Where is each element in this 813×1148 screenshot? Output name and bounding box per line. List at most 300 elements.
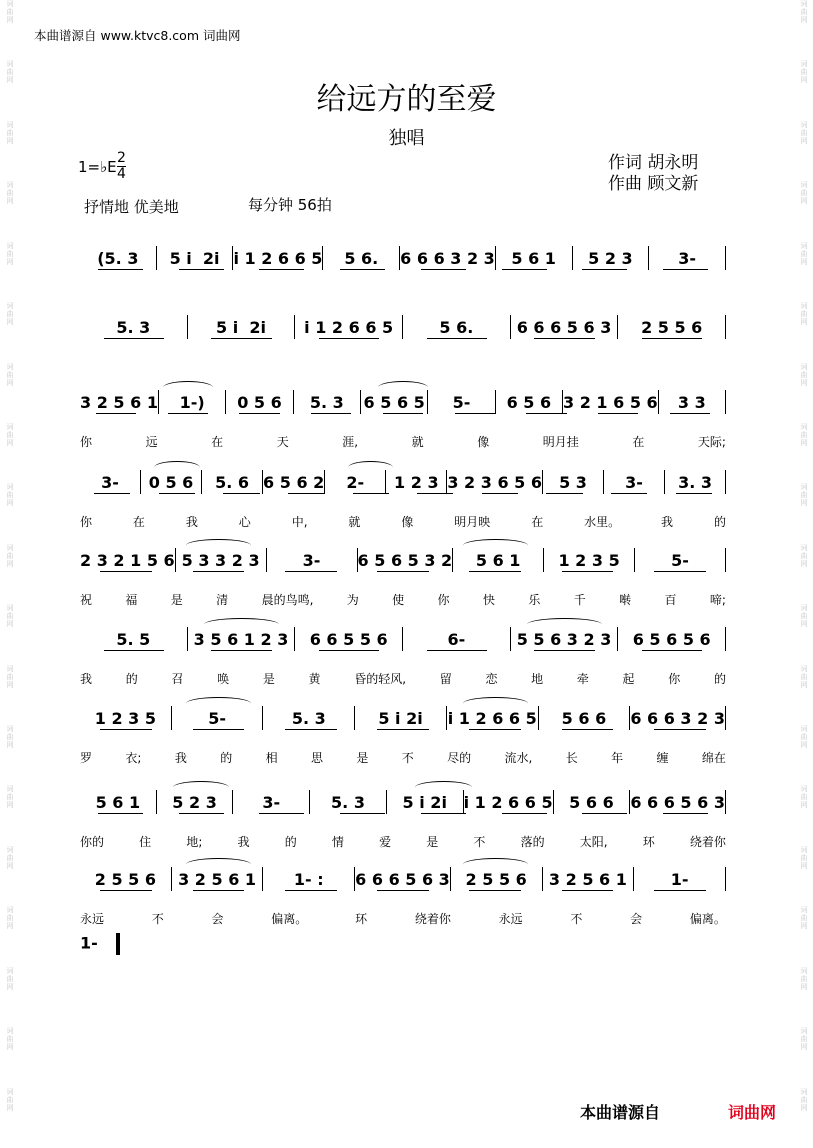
lyric-word: 环	[642, 835, 655, 849]
lyric-word: 在	[132, 515, 145, 529]
measure: 5. 3	[331, 792, 365, 812]
watermark-char: 网	[6, 16, 14, 24]
song-subtitle: 独唱	[388, 128, 425, 149]
watermark-char: 网	[800, 499, 808, 508]
beam-line	[654, 890, 706, 891]
measure: 5 6 6	[569, 792, 614, 812]
lyric-word: 昏的轻风,	[354, 672, 407, 686]
footer-site: 词曲网	[728, 1103, 777, 1122]
watermark-char: 词	[6, 181, 14, 190]
lyrics-line	[80, 910, 726, 928]
beam-line	[562, 571, 614, 572]
slur	[463, 539, 528, 552]
lyric-word: 唤	[217, 672, 230, 686]
song-title: 给远方的至爱	[316, 82, 497, 117]
lyric-word: 像	[477, 435, 490, 449]
lyric-word: 你	[80, 515, 93, 529]
lyric-word: 是	[170, 593, 183, 607]
lyric-word: 的	[284, 835, 297, 849]
measure: 5 i 2i	[169, 248, 220, 268]
beam-line	[193, 729, 245, 730]
watermark-unit	[801, 181, 808, 241]
barline	[725, 706, 726, 730]
watermark-char: 网	[6, 1043, 14, 1052]
watermark-char: 网	[6, 982, 14, 991]
watermark-unit	[7, 1027, 14, 1087]
lyric-word: 绕着你	[689, 835, 726, 849]
watermark-unit	[7, 0, 14, 60]
lyric-word: 不	[401, 751, 414, 765]
slur	[527, 618, 602, 631]
lyric-word: 百	[664, 593, 677, 607]
watermark-char: 曲	[800, 1035, 808, 1044]
measure: 6 5 6 5	[363, 392, 425, 412]
barline	[725, 867, 726, 891]
lyrics-line	[80, 833, 726, 851]
watermark-char: 曲	[800, 249, 808, 258]
measure: 3 5 6 1 2 3	[193, 629, 289, 649]
slur	[163, 381, 213, 394]
beam-line	[377, 890, 429, 891]
barline	[725, 627, 726, 651]
watermark-char: 网	[800, 257, 808, 266]
watermark-unit	[801, 846, 808, 906]
watermark-char: 网	[800, 76, 808, 85]
watermark-char: 网	[6, 741, 14, 750]
beam-line	[670, 413, 710, 414]
watermark-char: 词	[800, 604, 808, 613]
lyric-word: 情	[331, 835, 344, 849]
slur	[186, 858, 251, 871]
lyric-word: 不	[473, 835, 486, 849]
watermark-char: 词	[6, 845, 14, 854]
watermark-char: 曲	[6, 974, 14, 983]
notes-line	[80, 314, 726, 340]
slur	[173, 781, 230, 794]
barline	[725, 790, 726, 814]
lyric-word: 我	[185, 515, 198, 529]
lyric-word: 偏离。	[271, 912, 308, 926]
watermark-char: 曲	[800, 128, 808, 137]
watermark-char: 词	[6, 362, 14, 371]
beam-line	[285, 571, 337, 572]
watermark-char: 网	[6, 922, 14, 931]
watermark-unit	[7, 665, 14, 725]
beam-line	[526, 413, 566, 414]
time-bottom: 4	[117, 166, 126, 182]
watermark-unit	[7, 242, 14, 302]
watermark-char: 网	[800, 438, 808, 447]
lyric-word: 天际;	[697, 435, 726, 449]
watermark-char: 曲	[800, 68, 808, 77]
beam-line	[642, 338, 702, 339]
staff-row	[80, 547, 726, 607]
lyric-word: 我	[80, 672, 93, 686]
watermark-char: 网	[800, 559, 808, 568]
watermark-char: 曲	[800, 551, 808, 560]
measure: 5 3	[559, 472, 587, 492]
lyric-word: 我	[661, 515, 674, 529]
lyric-word: 长	[565, 751, 578, 765]
measure: 3-	[101, 472, 119, 492]
slur	[154, 461, 199, 474]
watermark-char: 曲	[6, 733, 14, 742]
watermark-char: 网	[800, 982, 808, 991]
beam-line	[427, 650, 487, 651]
watermark-unit	[801, 423, 808, 483]
watermark-char: 词	[800, 60, 808, 69]
measure: 3 2 5 6 1	[80, 392, 158, 412]
barline	[725, 390, 726, 414]
watermark-char: 词	[6, 120, 14, 129]
measure: 1 2 3	[394, 472, 439, 492]
beam-line	[582, 813, 627, 814]
watermark-char: 曲	[800, 310, 808, 319]
watermark-char: 曲	[800, 733, 808, 742]
measure: 5 3 3 2 3	[181, 550, 260, 570]
watermark-char: 词	[800, 785, 808, 794]
beam-line	[104, 338, 164, 339]
beam-line	[100, 890, 152, 891]
measure: i 1 2 6 6 5	[447, 708, 537, 728]
beam-line	[455, 413, 495, 414]
watermark-left	[3, 0, 17, 1148]
watermark-char: 词	[6, 302, 14, 311]
watermark-char: 曲	[6, 1095, 14, 1104]
watermark-char: 曲	[800, 8, 808, 16]
watermark-char: 曲	[6, 491, 14, 500]
measure: 5 6 1	[511, 248, 556, 268]
lyric-word: 永远	[498, 912, 523, 926]
watermark-char: 网	[800, 741, 808, 750]
watermark-unit	[801, 1088, 808, 1148]
watermark-char: 曲	[800, 491, 808, 500]
lyric-word: 留	[439, 672, 452, 686]
beam-line	[211, 650, 271, 651]
lyric-word: 啼;	[709, 593, 726, 607]
watermark-char: 网	[6, 136, 14, 145]
watermark-char: 曲	[800, 1095, 808, 1104]
notes-line	[80, 705, 726, 731]
watermark-char: 网	[800, 680, 808, 689]
watermark-char: 曲	[6, 68, 14, 77]
measure: 6 6 6 5 6 3	[630, 792, 725, 812]
lyric-word: 的	[713, 672, 726, 686]
staff-row	[80, 389, 726, 449]
watermark-unit	[801, 0, 808, 60]
watermark-char: 曲	[6, 612, 14, 621]
lyric-word: 绕着你	[414, 912, 451, 926]
watermark-char: 曲	[800, 793, 808, 802]
measure: 1- :	[293, 869, 324, 889]
watermark-char: 词	[800, 664, 808, 673]
measure: 5 6 1	[475, 550, 521, 570]
lyric-word: 绵在	[701, 751, 726, 765]
lyric-word: 为	[346, 593, 359, 607]
lyric-word: 你	[80, 435, 93, 449]
measure: 6 6 6 5 6 3	[355, 869, 450, 889]
lyric-word: 相	[265, 751, 278, 765]
watermark-char: 网	[6, 438, 14, 447]
watermark-char: 曲	[6, 1035, 14, 1044]
measure: 5-	[208, 708, 226, 728]
lyric-word: 水里。	[584, 515, 621, 529]
watermark-char: 词	[6, 1087, 14, 1096]
measure: 3 2 3 6 5 6	[447, 472, 542, 492]
watermark-char: 词	[800, 483, 808, 492]
measure: 5 6.	[344, 248, 379, 268]
watermark-char: 曲	[6, 128, 14, 137]
key-signature: 1=♭E	[78, 158, 117, 176]
watermark-unit	[801, 967, 808, 1027]
watermark-unit	[7, 302, 14, 362]
slur	[415, 781, 472, 794]
watermark-unit	[801, 544, 808, 604]
beam-line	[94, 493, 130, 494]
watermark-unit	[7, 363, 14, 423]
watermark-char: 网	[6, 257, 14, 266]
staff-row	[80, 314, 726, 374]
lyric-word: 天	[276, 435, 289, 449]
measure: 5 6 6	[561, 708, 607, 728]
lyric-word: 中,	[291, 515, 308, 529]
source-line: 本曲谱源自 www.ktvc8.com 词曲网	[34, 28, 241, 43]
lyric-word: 不	[570, 912, 583, 926]
measure: 1-)	[179, 392, 205, 412]
notes-line	[80, 245, 726, 271]
watermark-char: 词	[800, 725, 808, 734]
lyrics-line	[80, 513, 726, 531]
slur	[463, 858, 528, 871]
lyric-word: 晨的鸟鸣,	[261, 593, 314, 607]
lyric-word: 是	[426, 835, 439, 849]
watermark-char: 词	[6, 604, 14, 613]
composer: 作曲 顾文新	[608, 174, 699, 194]
measure: 6 5 6 5 3 2	[357, 550, 453, 570]
lyric-word: 地;	[186, 835, 203, 849]
lyrics-line	[80, 670, 726, 688]
watermark-char: 词	[800, 241, 808, 250]
measure: 3 2 1 6 5 6	[563, 392, 658, 412]
watermark-char: 曲	[800, 612, 808, 621]
watermark-char: 曲	[6, 551, 14, 560]
watermark-unit	[7, 181, 14, 241]
watermark-char: 曲	[6, 370, 14, 379]
measure: 2 5 5 6	[465, 869, 527, 889]
watermark-char: 网	[6, 499, 14, 508]
watermark-char: 词	[800, 966, 808, 975]
watermark-unit	[7, 785, 14, 845]
watermark-char: 词	[6, 906, 14, 915]
watermark-unit	[7, 604, 14, 664]
watermark-unit	[801, 785, 808, 845]
measure: i 1 2 6 6 5	[304, 317, 394, 337]
notes-line	[80, 866, 726, 892]
beam-line	[502, 269, 547, 270]
lyric-word: 就	[348, 515, 361, 529]
lyric-word: 环	[355, 912, 368, 926]
measure: 2 3 2 1 5 6	[80, 550, 175, 570]
lyric-word: 的	[125, 672, 138, 686]
measure: 2 5 5 6	[641, 317, 703, 337]
measure: 3. 3	[678, 472, 712, 492]
beam-line	[611, 493, 647, 494]
lyric-word: 年	[611, 751, 624, 765]
lyric-word: 会	[211, 912, 224, 926]
beam-line	[96, 413, 136, 414]
measure: 3 2 5 6 1	[548, 869, 627, 889]
beam-line	[353, 493, 389, 494]
measure: 3 2 5 6 1	[178, 869, 257, 889]
watermark-char: 网	[6, 197, 14, 206]
measure: 1 2 3 5	[94, 708, 156, 728]
beam-line	[676, 493, 712, 494]
watermark-char: 词	[800, 422, 808, 431]
beam-line	[259, 813, 304, 814]
watermark-unit	[7, 846, 14, 906]
beam-line	[482, 493, 518, 494]
watermark-unit	[801, 363, 808, 423]
lyric-word: 流水,	[504, 751, 533, 765]
lyric-word: 召	[171, 672, 184, 686]
lyrics-line	[80, 433, 726, 451]
watermark-char: 网	[6, 318, 14, 327]
watermark-char: 词	[800, 1087, 808, 1096]
notes-line	[80, 547, 726, 573]
watermark-char: 网	[6, 1103, 14, 1112]
measure: 0 5 6	[237, 392, 282, 412]
beam-line	[663, 269, 708, 270]
measure: 5 2 3	[172, 792, 217, 812]
measure: 6 6 6 5 6 3	[516, 317, 612, 337]
watermark-unit	[801, 483, 808, 543]
measure: 3-	[302, 550, 321, 570]
beam-line	[654, 729, 706, 730]
watermark-char: 词	[800, 0, 808, 8]
watermark-char: 词	[6, 483, 14, 492]
lyric-word: 思	[310, 751, 323, 765]
watermark-char: 网	[6, 861, 14, 870]
slur	[186, 539, 251, 552]
watermark-char: 词	[6, 543, 14, 552]
watermark-unit	[801, 725, 808, 785]
slur	[204, 618, 279, 631]
beam-line	[582, 269, 627, 270]
measure: 5 6.	[439, 317, 474, 337]
lyric-word: 的	[220, 751, 233, 765]
beam-line	[377, 571, 429, 572]
beam-line	[100, 571, 152, 572]
measure: 2 5 5 6	[94, 869, 156, 889]
lyric-word: 永远	[80, 912, 105, 926]
beam-line	[98, 269, 143, 270]
watermark-unit	[801, 665, 808, 725]
lyric-word: 落的	[520, 835, 545, 849]
beam-line	[340, 269, 385, 270]
beam-line	[377, 729, 429, 730]
slur	[463, 697, 528, 710]
watermark-unit	[7, 483, 14, 543]
watermark-char: 词	[6, 664, 14, 673]
beam-line	[104, 650, 164, 651]
beam-line	[223, 493, 259, 494]
watermark-char: 曲	[6, 793, 14, 802]
lyric-word: 快	[482, 593, 495, 607]
lyric-word: 福	[125, 593, 138, 607]
watermark-unit	[801, 302, 808, 362]
beam-line	[239, 413, 279, 414]
measure: 3-	[262, 792, 281, 812]
beam-line	[288, 493, 324, 494]
measure: 5 5 6 3 2 3	[516, 629, 612, 649]
measure: 6 5 6	[506, 392, 552, 412]
measure: 2-	[346, 472, 365, 492]
lyric-word: 使	[392, 593, 405, 607]
slur	[186, 697, 251, 710]
watermark-char: 词	[800, 906, 808, 915]
lyricist: 作词 胡永明	[608, 153, 699, 173]
lyric-word: 你	[668, 672, 681, 686]
staff-row	[80, 469, 726, 529]
watermark-char: 网	[800, 197, 808, 206]
lyric-word: 在	[211, 435, 224, 449]
beam-line	[159, 493, 195, 494]
measure: 5. 3	[309, 392, 344, 412]
lyric-word: 心	[238, 515, 251, 529]
measure: 1 2 3 5	[558, 550, 620, 570]
beam-line	[654, 571, 706, 572]
watermark-char: 网	[6, 620, 14, 629]
beam-line	[319, 338, 379, 339]
beam-line	[383, 413, 423, 414]
watermark-unit	[7, 1088, 14, 1148]
measure: 5 i 2i	[216, 317, 266, 337]
measure: 6 5 6 5 6	[632, 629, 711, 649]
beam-line	[311, 413, 351, 414]
beam-line	[562, 729, 614, 730]
watermark-char: 网	[800, 620, 808, 629]
lyric-word: 像	[401, 515, 414, 529]
lyric-word: 爱	[379, 835, 392, 849]
measure: 5 2 3	[588, 248, 633, 268]
beam-line	[562, 890, 614, 891]
lyrics-line	[80, 749, 726, 767]
watermark-char: 网	[6, 801, 14, 810]
lyric-word: 清	[216, 593, 229, 607]
notes-line	[80, 626, 726, 652]
beam-line	[534, 338, 594, 339]
beam-line	[598, 413, 638, 414]
lyric-word: 我	[237, 835, 250, 849]
lyric-word: 住	[139, 835, 152, 849]
lyric-word: 明月挂	[542, 435, 579, 449]
watermark-char: 网	[800, 861, 808, 870]
beam-line	[534, 650, 594, 651]
lyric-word: 尽的	[447, 751, 472, 765]
watermark-unit	[7, 906, 14, 966]
watermark-char: 网	[800, 801, 808, 810]
measure: 6 6 6 3 2 3	[400, 248, 495, 268]
watermark-char: 曲	[6, 8, 14, 16]
beam-line	[193, 890, 245, 891]
lyric-word: 是	[262, 672, 275, 686]
barline	[725, 315, 726, 339]
lyric-word: 明月映	[454, 515, 491, 529]
barline	[725, 548, 726, 572]
measure: 5-	[452, 392, 471, 412]
measure: 5 i 2i	[402, 792, 447, 812]
watermark-char: 词	[6, 785, 14, 794]
